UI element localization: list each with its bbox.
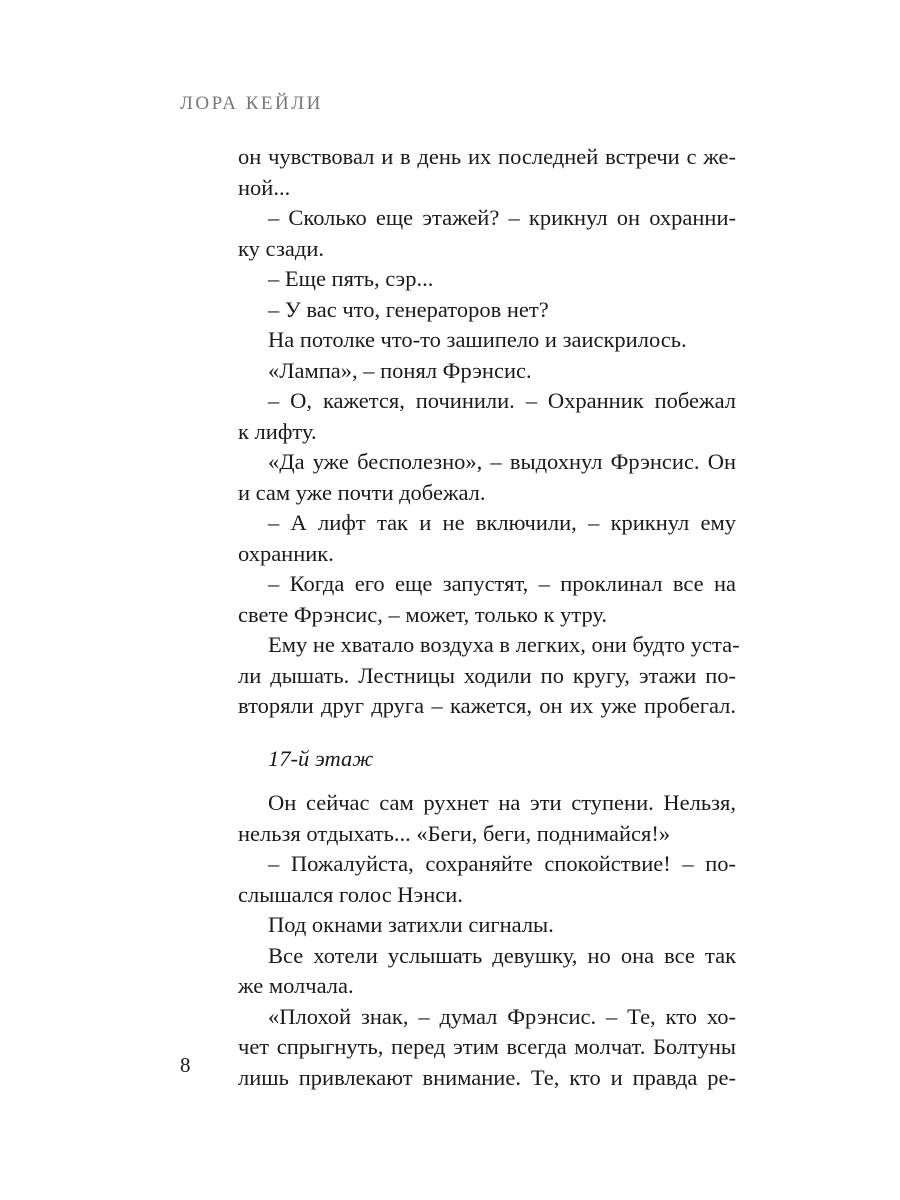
text-line: вторяли друг друга – кажется, он их уже пробегал.	[238, 693, 736, 718]
page-number: 8	[180, 1053, 191, 1077]
text-line: – Когда его еще запустят, – проклинал все на	[268, 571, 736, 596]
text-line: охранник.	[238, 540, 334, 566]
text-line: чет спрыгнуть, перед этим всегда молчат. Болтуны	[238, 1034, 736, 1059]
text-line: же молчала.	[238, 973, 354, 998]
text-line: «Да уже бесполезно», – выдохнул Фрэнсис. Он	[268, 449, 736, 474]
text-line: Под окнами затихли сигналы.	[268, 912, 554, 937]
text-line: – О, кажется, починили. – Охранник побежал	[268, 388, 736, 413]
text-line: ли дышать. Лестницы ходили по кругу, этажи по-	[238, 662, 736, 688]
text-line: «Плохой знак, – думал Фрэнсис. – Те, кто хо-	[268, 1003, 736, 1029]
text-line: он чувствовал и в день их последней встречи с же-	[238, 144, 736, 169]
body-text	[238, 142, 740, 1093]
text-line: к лифту.	[238, 418, 317, 444]
text-line: Все хотели услышать девушку, но она все так	[268, 942, 736, 968]
text-line: свете Фрэнсис, – может, только к утру.	[238, 601, 608, 627]
text-line: слышался голос Нэнси.	[238, 881, 463, 907]
running-head: ЛОРА КЕЙЛИ	[180, 93, 323, 114]
text-line: На потолке что-то зашипело и заискрилось.	[268, 327, 687, 352]
text-line: – У вас что, генераторов нет?	[268, 296, 549, 322]
text-line: – Еще пять, сэр...	[268, 266, 434, 291]
section-heading: 17-й этаж	[268, 745, 374, 771]
text-line: Он сейчас сам рухнет на эти ступени. Нельзя,	[268, 790, 736, 815]
text-line: нельзя отдыхать... «Беги, беги, поднимайся!»	[238, 820, 671, 846]
text-line: и сам уже почти добежал.	[238, 479, 486, 505]
text-line: – Сколько еще этажей? – крикнул он охранни-	[268, 205, 736, 230]
text-line: ной...	[238, 174, 291, 200]
text-line: – А лифт так и не включили, – крикнул ему	[268, 510, 736, 535]
text-line: Ему не хватало воздуха в легких, они будто уста-	[268, 632, 740, 657]
text-line: – Пожалуйста, сохраняйте спокойствие! – по-	[268, 851, 736, 876]
text-line: ку сзади.	[238, 235, 325, 261]
text-line: «Лампа», – понял Фрэнсис.	[268, 357, 532, 383]
text-line: лишь привлекают внимание. Те, кто и правда ре-	[238, 1064, 736, 1090]
